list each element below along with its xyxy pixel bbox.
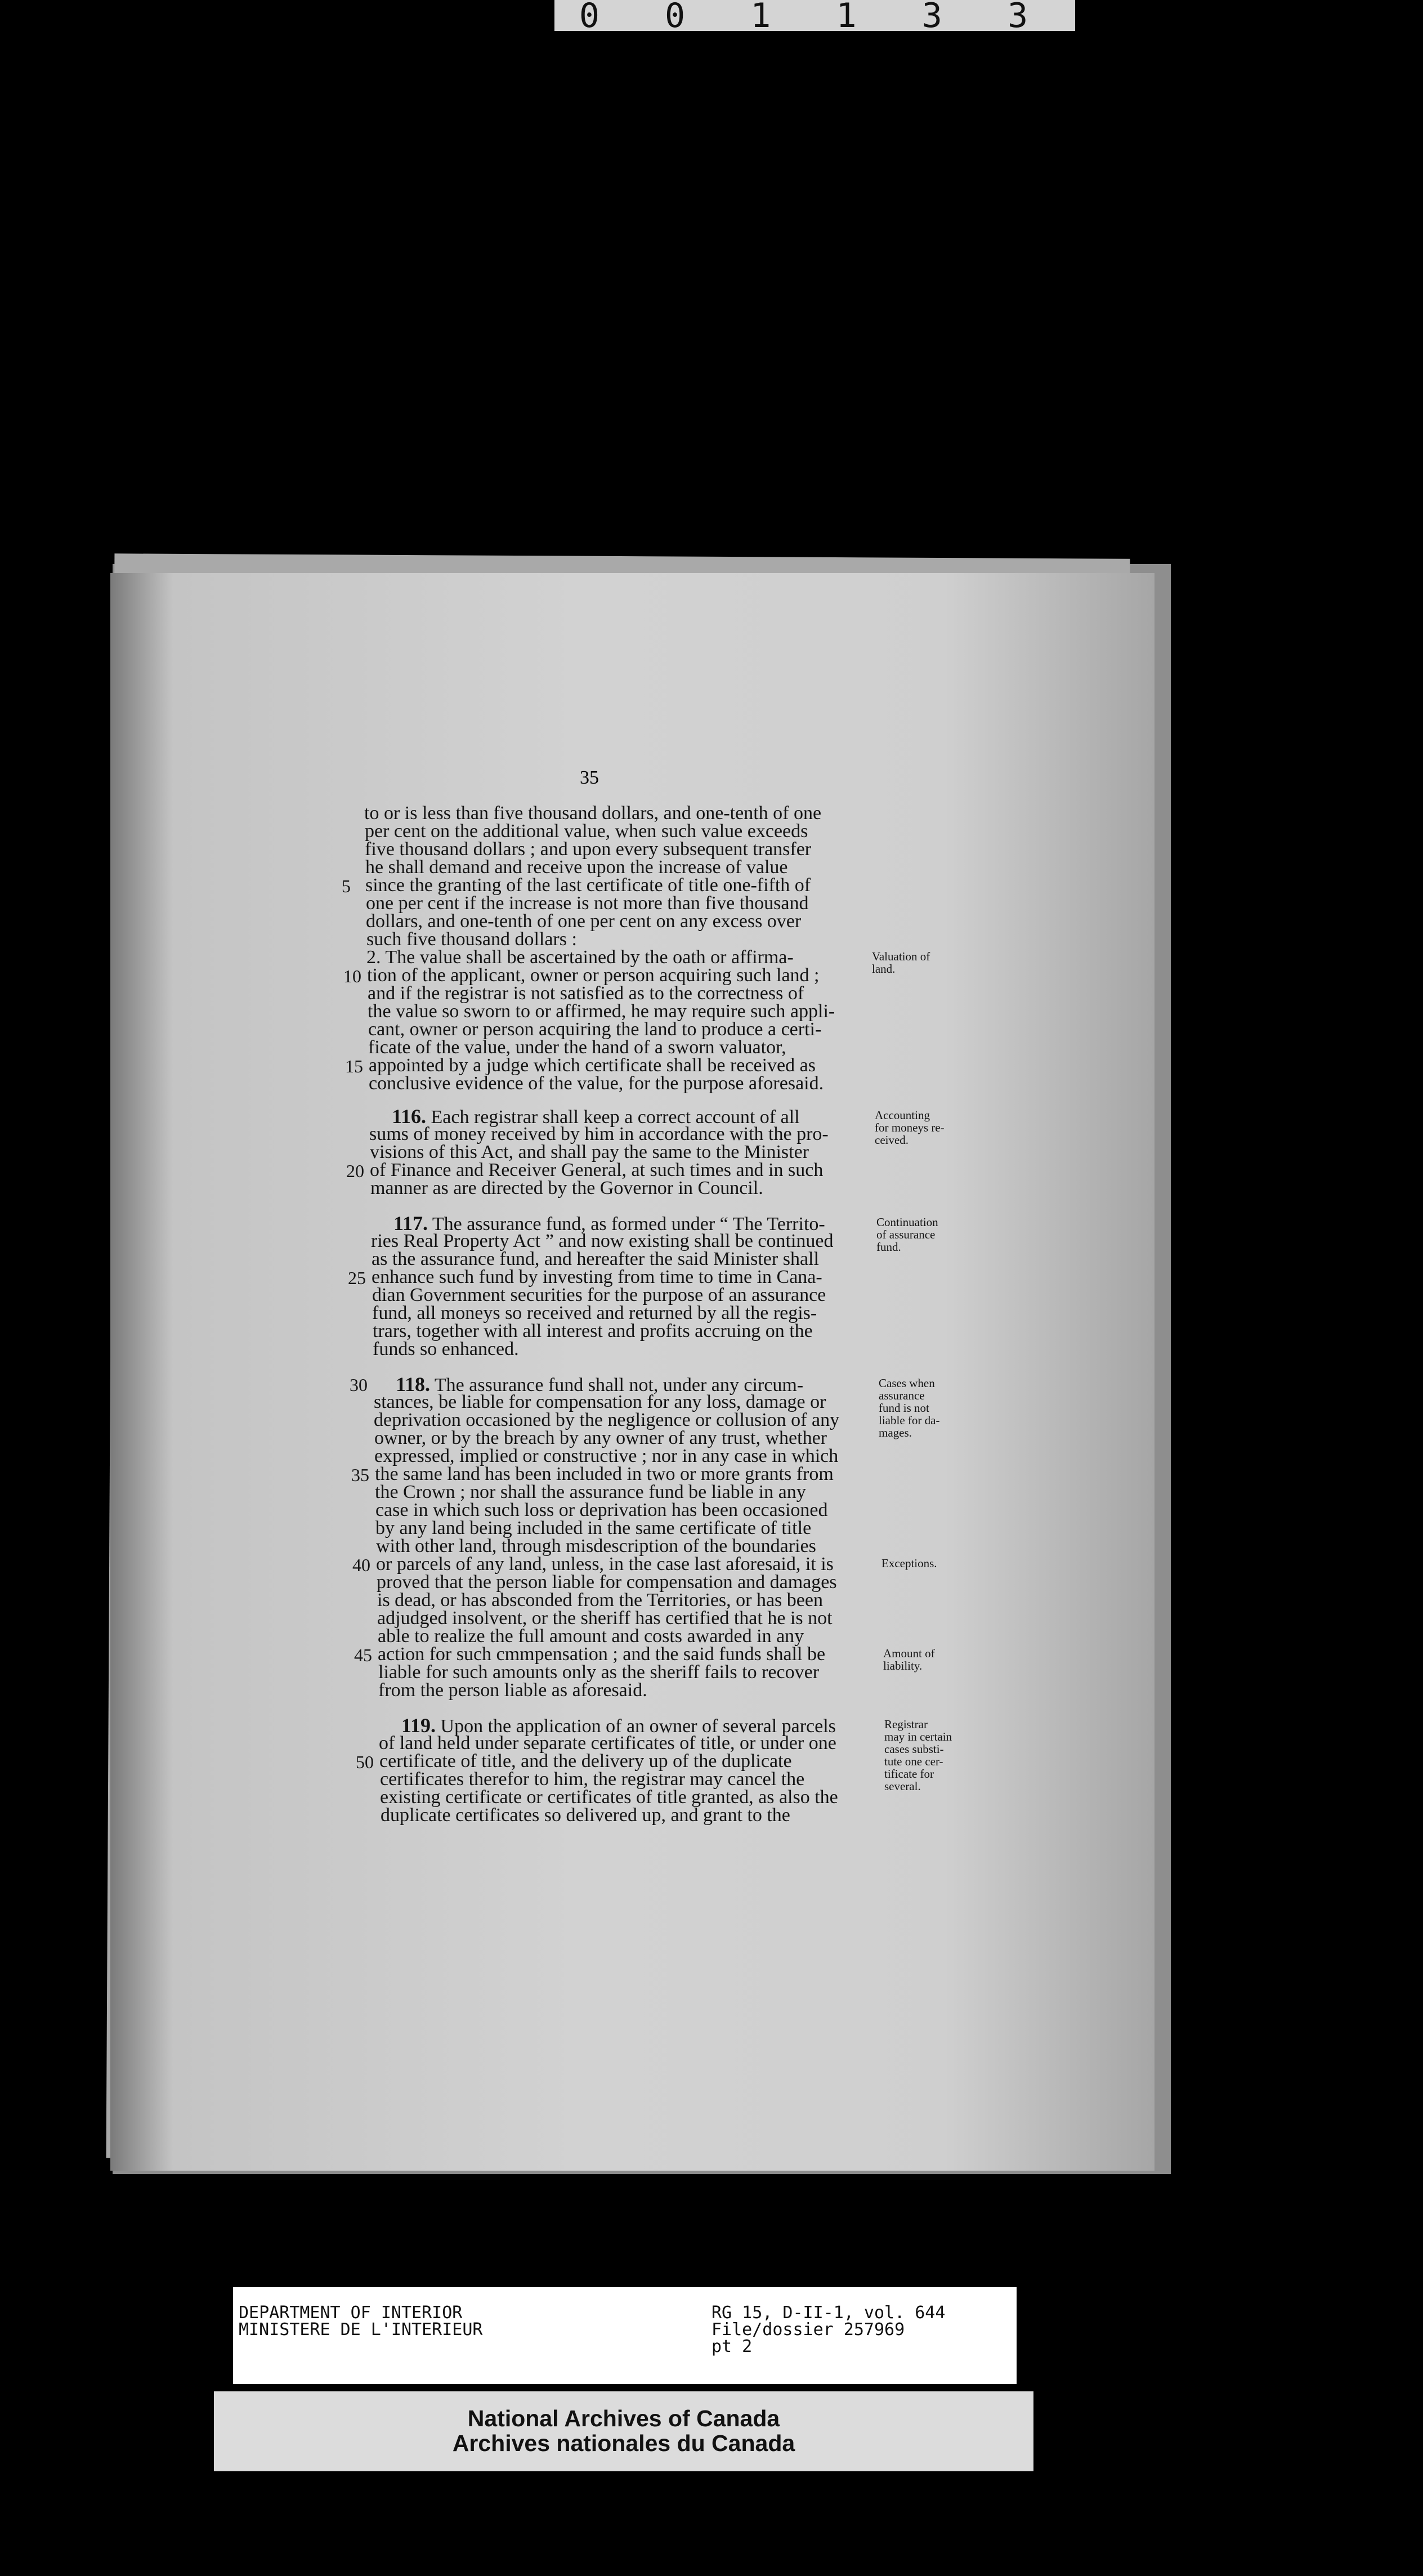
text-line	[370, 1161, 823, 1180]
line-text: certificate of title, and the delivery up of the duplicate	[379, 1751, 792, 1772]
line-text: of land held under separate certificates of title, or under one	[379, 1733, 836, 1754]
department-french: MINISTERE DE L'INTERIEUR	[239, 2320, 483, 2340]
margin-note-line: Amount of	[883, 1647, 935, 1660]
record-group-reference: RG 15, D-II-1, vol. 644	[711, 2303, 946, 2323]
text-line	[368, 1002, 835, 1021]
margin-note-line: fund.	[876, 1240, 901, 1254]
line-text: the Crown ; nor shall the assurance fund be liable in any	[375, 1482, 806, 1502]
line-text: he shall demand and receive upon the increase of value	[365, 857, 788, 878]
margin-note-line: cases substi-	[884, 1742, 944, 1756]
margin-note-line: ceived.	[875, 1133, 909, 1147]
text-line	[376, 1555, 834, 1574]
margin-note	[883, 1647, 979, 1672]
line-text: trars, together with all interest and profits accruing on the	[373, 1321, 813, 1341]
line-text: The assurance fund, as formed under “ The Territo-	[428, 1214, 825, 1235]
line-number: 40	[352, 1555, 370, 1575]
line-text: owner, or by the breach by any owner of any trust, whether	[374, 1428, 827, 1448]
line-text: with other land, through misdescription of the boundaries	[376, 1536, 816, 1557]
text-line	[372, 1304, 817, 1323]
page-number: 35	[580, 767, 599, 788]
line-text: one per cent if the increase is not more than five thousand	[366, 893, 809, 914]
line-text: The assurance fund shall not, under any circum-	[430, 1375, 804, 1396]
line-text: action for such cmmpensation ; and the said funds shall be	[378, 1644, 826, 1665]
text-line	[381, 1806, 790, 1825]
line-text: Upon the application of an owner of several parcels	[436, 1716, 836, 1737]
text-line	[369, 1074, 824, 1093]
line-text: from the person liable as aforesaid.	[378, 1680, 647, 1701]
section-number: 117.	[393, 1212, 428, 1235]
text-line	[376, 1537, 816, 1556]
text-line	[377, 1609, 833, 1628]
line-text: by any land being included in the same certificate of title	[375, 1518, 812, 1539]
text-line	[378, 1681, 647, 1700]
margin-note	[884, 1718, 980, 1792]
text-line	[368, 1020, 821, 1039]
part-number: pt 2	[711, 2337, 753, 2356]
text-line	[369, 1056, 816, 1075]
line-text: adjudged insolvent, or the sheriff has certified that he is not	[377, 1608, 833, 1629]
line-number: 5	[342, 876, 351, 896]
margin-note-line: Accounting	[875, 1108, 930, 1122]
text-line	[370, 1179, 763, 1198]
text-line	[372, 1268, 822, 1287]
text-line	[380, 1788, 838, 1807]
line-text: ficate of the value, under the hand of a sworn valuator,	[368, 1037, 786, 1058]
margin-note-line: of assurance	[876, 1228, 936, 1241]
line-text: appointed by a judge which certificate shall be received as	[369, 1055, 816, 1076]
text-line	[366, 894, 808, 913]
text-line	[374, 1393, 826, 1412]
line-text: per cent on the additional value, when such value exceeds	[365, 821, 808, 842]
text-line	[375, 1483, 806, 1502]
line-text: stances, be liable for compensation for any loss, damage or	[374, 1392, 826, 1412]
line-text: duplicate certificates so delivered up, and grant to the	[381, 1805, 790, 1826]
line-text: liable for such amounts only as the sheriff fails to recover	[378, 1662, 820, 1683]
text-line	[366, 930, 577, 949]
text-line	[365, 822, 808, 841]
line-text: as the assurance fund, and hereafter the said Minister shall	[372, 1249, 819, 1269]
line-text: expressed, implied or constructive ; nor in any case in which	[374, 1446, 839, 1466]
line-text: sums of money received by him in accordance with the pro-	[369, 1124, 829, 1144]
margin-note-line: land.	[872, 962, 896, 976]
line-number: 10	[343, 966, 361, 986]
text-line	[365, 858, 788, 877]
line-number: 25	[348, 1268, 366, 1288]
line-number: 15	[345, 1056, 363, 1076]
line-text: cant, owner or person acquiring the land to produce a certi-	[368, 1019, 822, 1040]
line-text: since the granting of the last certificate of title one-fifth of	[365, 875, 811, 896]
line-text: visions of this Act, and shall pay the same to the Minister	[370, 1142, 809, 1162]
line-text: the same land has been included in two or more grants from	[375, 1464, 834, 1484]
margin-note-line: may in certain	[884, 1730, 952, 1743]
margin-note-line: tificate for	[884, 1767, 934, 1781]
line-text: or parcels of any land, unless, in the case last aforesaid, it is	[376, 1554, 834, 1575]
line-text: manner as are directed by the Governor in Council.	[370, 1178, 763, 1198]
line-text: to or is less than five thousand dollars, and one-tenth of one	[364, 803, 822, 824]
line-text: existing certificate or certificates of title granted, as also the	[380, 1787, 838, 1808]
text-line	[365, 840, 811, 859]
frame-number: 0 0 1 1 3 3	[579, 0, 1051, 35]
margin-note-line: liability.	[883, 1659, 923, 1672]
text-line	[368, 984, 804, 1003]
archives-name-english: National Archives of Canada	[467, 2405, 780, 2431]
text-line	[365, 876, 811, 895]
section-number: 116.	[392, 1105, 427, 1128]
margin-note	[876, 1216, 972, 1253]
text-line	[378, 1627, 804, 1646]
line-text: deprivation occasioned by the negligence or collusion of any	[374, 1410, 840, 1430]
line-text: enhance such fund by investing from time to time in Cana-	[372, 1267, 822, 1287]
text-line	[375, 1501, 827, 1520]
line-text: and if the registrar is not satisfied as to the correctness of	[368, 983, 804, 1004]
line-text: able to realize the full amount and costs awarded in any	[378, 1626, 804, 1647]
frame-number-strip	[554, 0, 1075, 35]
section-number: 119.	[401, 1714, 436, 1737]
archives-name-label	[214, 2391, 1033, 2471]
line-number: 30	[350, 1375, 368, 1395]
line-number: 35	[351, 1465, 369, 1485]
line-text: five thousand dollars ; and upon every subsequent transfer	[365, 839, 812, 860]
line-text: funds so enhanced.	[373, 1339, 519, 1359]
margin-note-line: for moneys re-	[875, 1121, 945, 1134]
text-line	[366, 912, 801, 931]
line-text: fund, all moneys so received and returned by all the regis-	[372, 1303, 817, 1323]
line-number: 20	[346, 1161, 364, 1181]
section-number: 118.	[396, 1373, 431, 1396]
text-line	[374, 1429, 827, 1448]
text-line	[364, 804, 821, 823]
margin-note-line: tute one cer-	[884, 1755, 943, 1768]
text-line	[378, 1645, 825, 1664]
margin-note-line: Exceptions.	[881, 1557, 937, 1570]
line-text: 2. The value shall be ascertained by the oath or affirma-	[366, 947, 794, 968]
line-number: 45	[354, 1645, 372, 1665]
margin-note-line: Valuation of	[872, 950, 930, 963]
margin-note-line: Continuation	[876, 1215, 938, 1229]
line-text: ries Real Property Act ” and now existing shall be continued	[371, 1231, 834, 1251]
margin-note-line: assurance	[879, 1389, 925, 1402]
text-line	[368, 1038, 786, 1057]
text-line	[379, 1752, 792, 1771]
text-line	[371, 1232, 833, 1251]
archives-name-french: Archives nationales du Canada	[452, 2430, 795, 2456]
line-text: of Finance and Receiver General, at such times and in such	[370, 1160, 824, 1180]
text-line	[373, 1322, 813, 1341]
line-text: case in which such loss or deprivation has been occasioned	[375, 1500, 828, 1520]
margin-note-line: Cases when	[879, 1376, 935, 1390]
text-line	[374, 1411, 839, 1430]
margin-note	[881, 1557, 977, 1569]
text-line	[380, 1770, 804, 1789]
archive-reference-label	[233, 2287, 1017, 2384]
line-number: 50	[356, 1752, 374, 1772]
margin-note-line: several.	[884, 1779, 921, 1793]
line-text: conclusive evidence of the value, for the purpose aforesaid.	[369, 1073, 824, 1094]
file-number: File/dossier 257969	[711, 2320, 905, 2340]
margin-note	[879, 1377, 974, 1439]
line-text: Each registrar shall keep a correct account of all	[426, 1107, 800, 1128]
text-line	[366, 948, 794, 967]
text-line	[375, 1519, 811, 1538]
text-line	[372, 1250, 819, 1269]
line-text: dian Government securities for the purpose of an assurance	[372, 1285, 826, 1305]
line-text: certificates therefor to him, the registrar may cancel the	[380, 1769, 805, 1790]
line-text: the value so sworn to or affirmed, he may require such appli-	[368, 1001, 835, 1022]
text-line	[374, 1447, 838, 1466]
text-line	[377, 1591, 823, 1610]
text-line	[369, 1125, 829, 1144]
text-line	[379, 1734, 836, 1753]
line-text: proved that the person liable for compensation and damages	[377, 1572, 837, 1593]
text-line	[378, 1663, 819, 1682]
line-text: such five thousand dollars :	[366, 929, 577, 950]
text-line	[377, 1573, 837, 1592]
margin-note	[875, 1109, 970, 1146]
text-line	[367, 966, 820, 985]
line-text: dollars, and one-tenth of one per cent on any excess over	[366, 911, 802, 932]
margin-note-line: liable for da-	[879, 1414, 940, 1427]
margin-note-line: Registrar	[884, 1718, 928, 1731]
department-english: DEPARTMENT OF INTERIOR	[239, 2303, 463, 2323]
margin-note-line: mages.	[879, 1426, 912, 1439]
text-line	[373, 1340, 519, 1359]
text-line	[372, 1286, 826, 1305]
line-text: tion of the applicant, owner or person acquiring such land ;	[367, 965, 820, 986]
line-text: is dead, or has absconded from the Territories, or has been	[377, 1590, 823, 1611]
text-line	[370, 1143, 809, 1162]
margin-note-line: fund is not	[879, 1401, 929, 1415]
text-line	[375, 1465, 834, 1484]
margin-note	[872, 950, 968, 975]
